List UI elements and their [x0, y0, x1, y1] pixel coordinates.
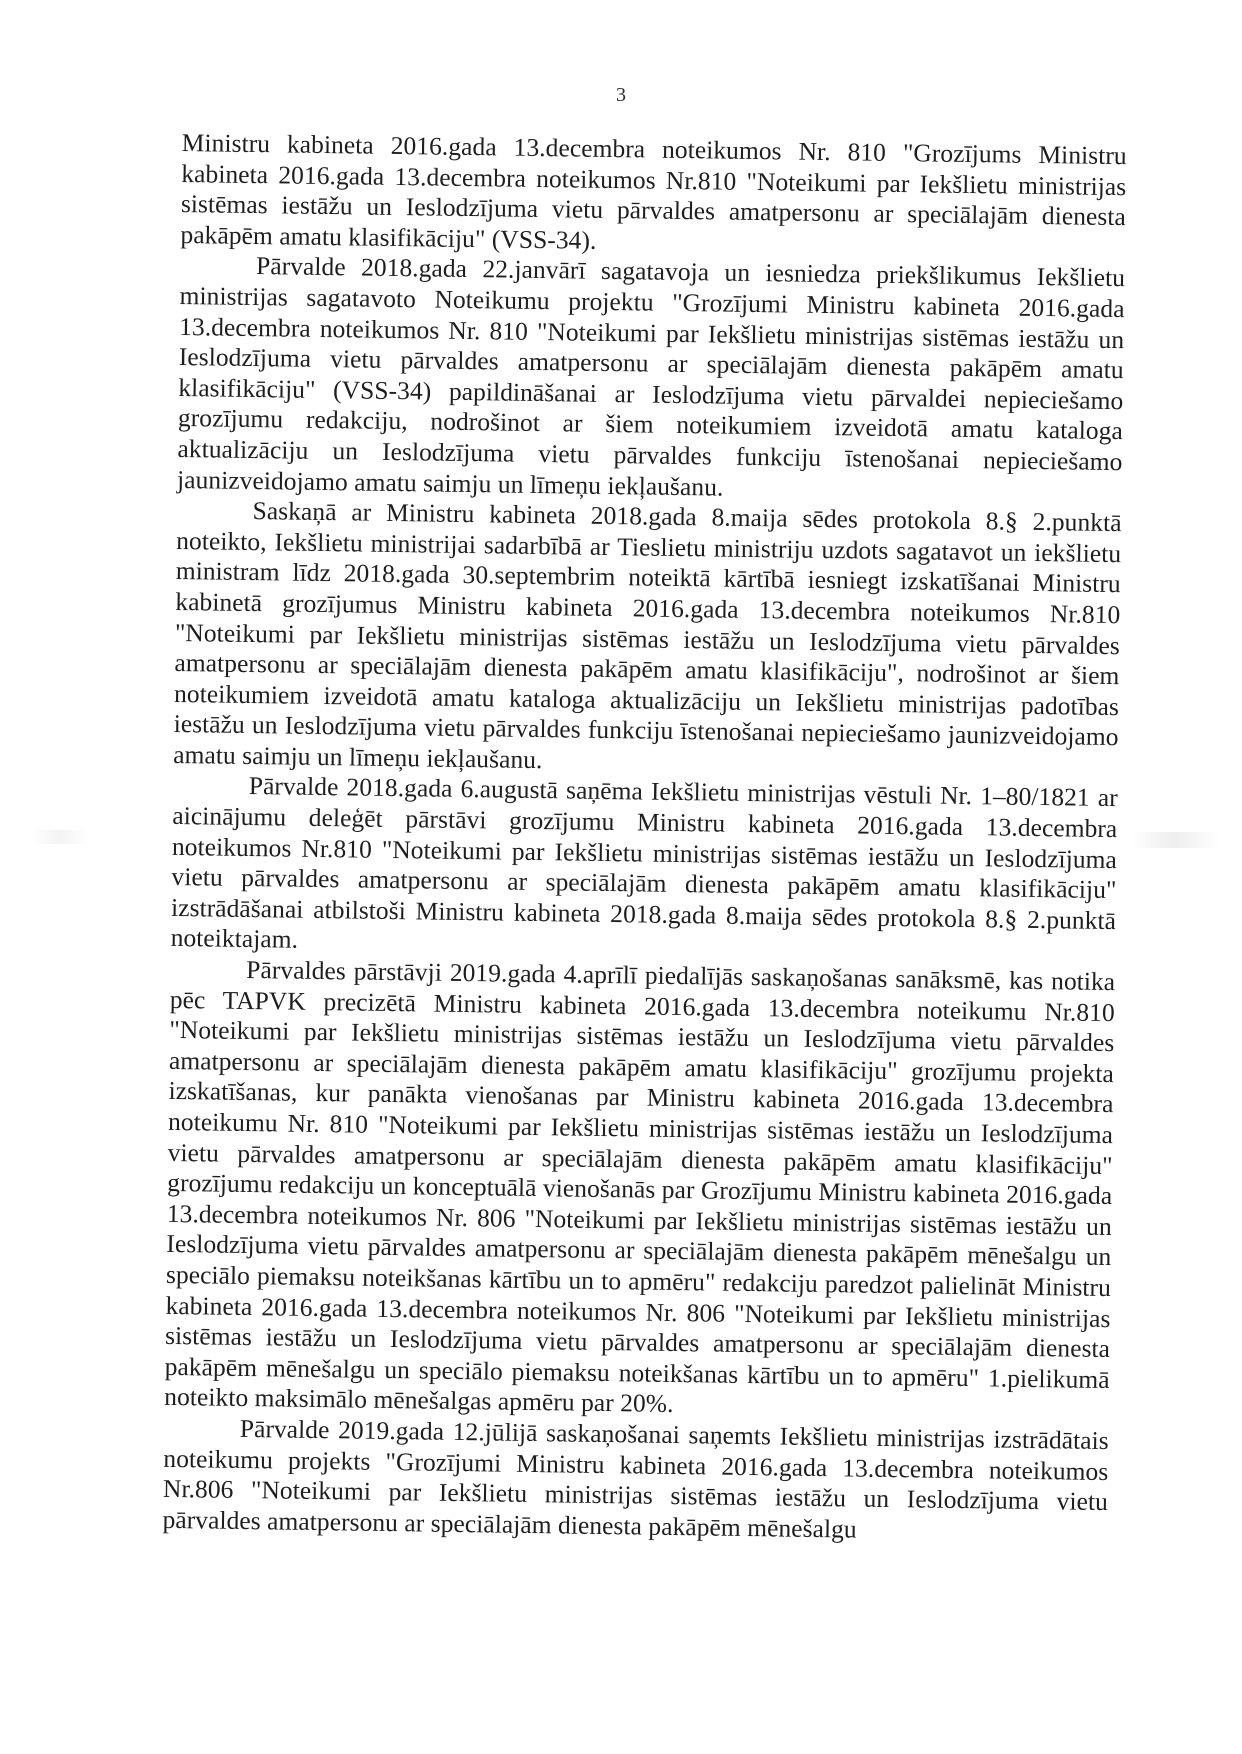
scan-smudge — [30, 830, 90, 844]
paragraph: Pārvalde 2018.gada 6.augustā saņēma Iekšlietu ministrijas vēstuli Nr. 1–80/1821 ar aicinājumu deleģēt pārstāvi grozījumu Ministru kabineta 2016.gada 13.decembra noteikumos Nr.810 "Noteikumi par Iekšlietu ministrijas sistēmas iestāžu un Ieslodzījuma vietu pārvaldes amatpersonu ar speciālajām dienesta pakāpēm amatu klasifikāciju" izstrādāšanai atbilstoši Ministru kabineta 2018.gada 8.maija sēdes protokola 8.§ 2.punktā noteiktajam. — [170, 771, 1118, 955]
paragraph: Pārvaldes pārstāvji 2019.gada 4.aprīlī piedalījās saskaņošanas sanāksmē, kas notika pēc TAPVK precizētā Ministru kabineta 2016.gada 13.decembra noteikumu Nr.810 "Noteikumi par Iekšlietu ministrijas sistēmas iestāžu un Ieslodzījuma vietu pārvaldes amatpersonu ar speciālajām dienesta pakāpēm amatu klasifikāciju" grozījumu projekta izskatīšanas, kur panākta vienošanas par Ministru kabineta 2016.gada 13.decembra noteikumu Nr. 810 "Noteikumi par Iekšlietu ministrijas sistēmas iestāžu un Ieslodzījuma vietu pārvaldes amatpersonu ar speciālajām dienesta pakāpēm amatu klasifikāciju" grozījumu redakciju un konceptuālā vienošanās par Grozījumu Ministru kabineta 2016.gada 13.decembra noteikumos Nr. 806 "Noteikumi par Iekšlietu ministrijas sistēmas iestāžu un Ieslodzījuma vietu pārvaldes amatpersonu ar speciālajām dienesta pakāpēm mēnešalgu un speciālo piemaksu noteikšanas kārtību un to apmēru" redakciju paredzot palielināt Ministru kabineta 2016.gada 13.decembra noteikumos Nr. 806 "Noteikumi par Iekšlietu ministrijas sistēmas iestāžu un Ieslodzījuma vietu pārvaldes amatpersonu ar speciālajām dienesta pakāpēm mēnešalgu un speciālo piemaksu noteikšanas kārtību un to apmēru" 1.pielikumā noteikto maksimālo mēnešalgas apmēru par 20%. — [164, 955, 1116, 1419]
page-number: 3 — [616, 84, 626, 106]
paragraph: Pārvalde 2019.gada 12.jūlijā saskaņošanai saņemts Iekšlietu ministrijas izstrādātais noteikumu projekts "Grozījumi Ministru kabineta 2016.gada 13.decembra noteikumos Nr.806 "Noteikumi par Iekšlietu ministrijas sistēmas iestāžu un Ieslodzījuma vietu pārvaldes amatpersonu ar speciālajām dienesta pakāpēm mēnešalgu — [162, 1413, 1109, 1544]
scan-smudge — [1130, 832, 1220, 848]
paragraph: Pārvalde 2018.gada 22.janvārī sagatavoja un iesniedza priekšlikumus Iekšlietu ministrijas sagatavoto Noteikumu projektu "Grozījumi Ministru kabineta 2016.gada 13.decembra noteikumos Nr. 810 "Noteikumi par Iekšlietu ministrijas sistēmas iestāžu un Ieslodzījuma vietu pārvaldes amatpersonu ar speciālajām dienesta pakāpēm amatu klasifikāciju" (VSS-34) papildināšanai ar Ieslodzījuma vietu pārvaldei nepieciešamo grozījumu redakciju, nodrošinot ar šiem noteikumiem izveidotā amatu kataloga aktualizāciju un Ieslodzījuma vietu pārvaldes funkciju īstenošanai nepieciešamo jaunizveidojamo amatu saimju un līmeņu iekļaušanu. — [176, 251, 1126, 502]
paragraph: Ministru kabineta 2016.gada 13.decembra noteikumos Nr. 810 "Grozījums Ministru kabineta 2016.gada 13.decembra noteikumos Nr.810 "Noteikumi par Iekšlietu ministrijas sistēmas iestāžu un Ieslodzījuma vietu pārvaldes amatpersonu ar speciālajām dienesta pakāpēm amatu klasifikāciju" (VSS-34). — [180, 128, 1127, 255]
paragraph: Saskaņā ar Ministru kabineta 2018.gada 8.maija sēdes protokola 8.§ 2.punktā noteikto, Iekšlietu ministrijai sadarbībā ar Tieslietu ministriju uzdots sagatavot un iekšlietu ministram līdz 2018.gada 30.septembrim noteiktā kārtībā iesniegt izskatīšanai Ministru kabinetā grozījumus Ministru kabineta 2016.gada 13.decembra noteikumos Nr.810 "Noteikumi par Iekšlietu ministrijas sistēmas iestāžu un Ieslodzījuma vietu pārvaldes amatpersonu ar speciālajām dienesta pakāpēm amatu klasifikāciju", nodrošinot ar šiem noteikumiem izveidotā amatu kataloga aktualizāciju un Iekšlietu ministrijas padotības iestāžu un Ieslodzījuma vietu pārvaldes funkciju īstenošanai nepieciešamo jaunizveidojamo amatu saimju un līmeņu iekļaušanu. — [173, 496, 1122, 774]
document-body — [162, 128, 1127, 1548]
